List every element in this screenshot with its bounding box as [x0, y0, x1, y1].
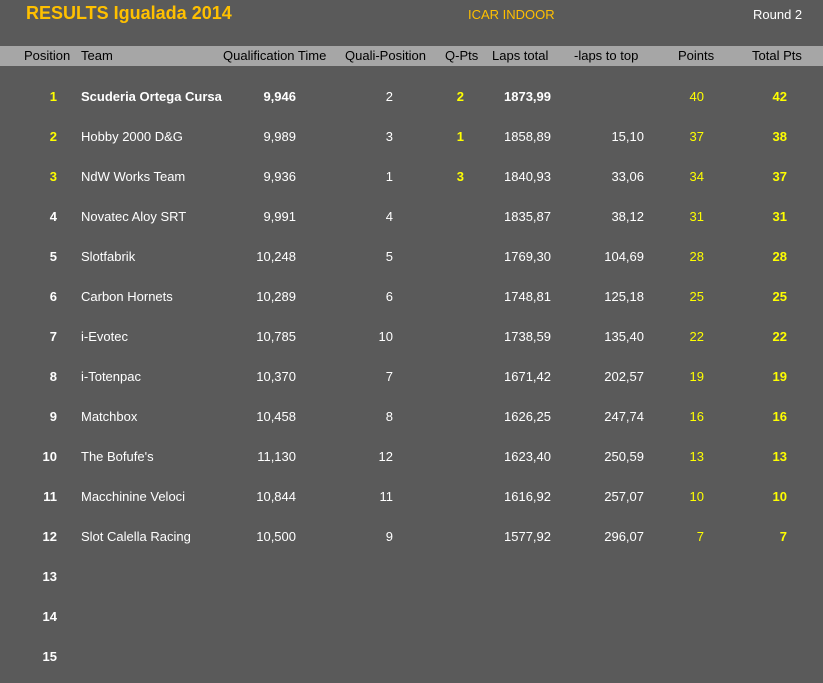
row-points: 40 [689, 89, 704, 104]
row-position: 15 [42, 649, 57, 664]
table-row [0, 487, 823, 507]
table-row [0, 127, 823, 147]
row-points: 22 [689, 329, 704, 344]
row-position: 13 [42, 569, 57, 584]
row-total-pts: 16 [772, 409, 787, 424]
table-row [0, 567, 823, 587]
row-team: Slot Calella Racing [81, 529, 191, 544]
row-quali-position: 5 [385, 249, 393, 264]
row-laps-to-top: 247,74 [604, 409, 644, 424]
row-total-pts: 13 [772, 449, 787, 464]
row-laps-total: 1873,99 [504, 89, 551, 104]
row-laps-to-top: 257,07 [604, 489, 644, 504]
col-header-q-pts: Q-Pts [445, 48, 479, 63]
col-header-laps-to-top: -laps to top [574, 48, 639, 63]
row-laps-total: 1626,25 [504, 409, 551, 424]
row-laps-total: 1616,92 [504, 489, 551, 504]
row-quali-position: 11 [379, 489, 393, 504]
col-header-quali-position: Quali-Position [345, 48, 426, 63]
row-points: 34 [689, 169, 704, 184]
row-position: 5 [49, 249, 57, 264]
row-laps-total: 1840,93 [504, 169, 551, 184]
row-total-pts: 22 [772, 329, 787, 344]
col-header-laps-total: Laps total [492, 48, 549, 63]
col-header-qual-time: Qualification Time [223, 48, 327, 63]
row-team: Hobby 2000 D&G [81, 129, 183, 144]
row-points: 10 [689, 489, 704, 504]
table-row [0, 367, 823, 387]
row-team: NdW Works Team [81, 169, 186, 184]
row-team: Novatec Aloy SRT [81, 209, 187, 224]
row-team: i-Evotec [81, 329, 128, 344]
row-team: i-Totenpac [81, 369, 141, 384]
page-title: RESULTS Igualada 2014 [26, 3, 232, 23]
row-position: 12 [42, 529, 57, 544]
row-points: 37 [689, 129, 704, 144]
row-points: 7 [696, 529, 704, 544]
row-position: 10 [42, 449, 57, 464]
table-row [0, 87, 823, 107]
row-position: 3 [49, 169, 57, 184]
row-position: 9 [49, 409, 57, 424]
row-laps-to-top: 250,59 [604, 449, 644, 464]
row-team: Carbon Hornets [81, 289, 173, 304]
row-total-pts: 10 [772, 489, 787, 504]
row-position: 6 [49, 289, 57, 304]
table-row [0, 287, 823, 307]
row-quali-position: 7 [385, 369, 393, 384]
row-laps-to-top: 104,69 [604, 249, 644, 264]
row-position: 8 [49, 369, 57, 384]
row-total-pts: 42 [772, 89, 787, 104]
row-laps-total: 1835,87 [504, 209, 551, 224]
row-qual-time: 9,989 [263, 129, 296, 144]
row-laps-total: 1577,92 [504, 529, 551, 544]
col-header-points: Points [678, 48, 715, 63]
row-qual-time: 10,248 [256, 249, 296, 264]
row-qual-time: 10,289 [256, 289, 296, 304]
row-team: Slotfabrik [81, 249, 136, 264]
row-laps-total: 1738,59 [504, 329, 551, 344]
row-quali-position: 1 [385, 169, 393, 184]
row-laps-total: 1858,89 [504, 129, 551, 144]
row-qual-time: 9,946 [263, 89, 296, 104]
table-row [0, 607, 823, 627]
row-team: Matchbox [81, 409, 138, 424]
row-quali-position: 3 [385, 129, 393, 144]
row-position: 2 [49, 129, 57, 144]
row-team: The Bofufe's [81, 449, 154, 464]
row-q-pts: 2 [456, 89, 464, 104]
row-points: 16 [689, 409, 704, 424]
row-qual-time: 11,130 [257, 449, 296, 464]
row-position: 1 [49, 89, 57, 104]
row-quali-position: 6 [385, 289, 393, 304]
row-qual-time: 10,458 [256, 409, 296, 424]
row-qual-time: 9,936 [263, 169, 296, 184]
table-header [0, 46, 823, 66]
row-laps-total: 1748,81 [504, 289, 551, 304]
row-points: 19 [689, 369, 704, 384]
row-qual-time: 9,991 [263, 209, 296, 224]
row-total-pts: 19 [772, 369, 787, 384]
row-laps-to-top: 33,06 [611, 169, 644, 184]
row-laps-to-top: 135,40 [604, 329, 644, 344]
table-row [0, 407, 823, 427]
table-row [0, 527, 823, 547]
row-laps-to-top: 38,12 [611, 209, 644, 224]
row-laps-to-top: 296,07 [604, 529, 644, 544]
row-position: 7 [49, 329, 57, 344]
row-total-pts: 7 [779, 529, 787, 544]
row-laps-total: 1623,40 [504, 449, 551, 464]
row-position: 4 [49, 209, 57, 224]
table-row [0, 207, 823, 227]
row-quali-position: 2 [385, 89, 393, 104]
table-row [0, 167, 823, 187]
row-q-pts: 3 [456, 169, 464, 184]
row-laps-total: 1671,42 [504, 369, 551, 384]
row-qual-time: 10,500 [256, 529, 296, 544]
round-label: Round 2 [753, 7, 803, 22]
table-row [0, 327, 823, 347]
col-header-position: Position [24, 48, 71, 63]
row-laps-to-top: 15,10 [611, 129, 644, 144]
row-laps-total: 1769,30 [504, 249, 551, 264]
row-total-pts: 25 [772, 289, 787, 304]
row-quali-position: 12 [378, 449, 393, 464]
table-row [0, 647, 823, 667]
row-total-pts: 37 [772, 169, 787, 184]
row-qual-time: 10,844 [256, 489, 296, 504]
row-quali-position: 8 [385, 409, 393, 424]
row-points: 25 [689, 289, 704, 304]
row-laps-to-top: 125,18 [604, 289, 644, 304]
row-quali-position: 9 [385, 529, 393, 544]
col-header-total-pts: Total Pts [752, 48, 802, 63]
row-points: 28 [689, 249, 704, 264]
table-row [0, 447, 823, 467]
table-row [0, 247, 823, 267]
row-team: Scuderia Ortega Cursa [81, 89, 222, 104]
col-header-team: Team [81, 48, 113, 63]
row-total-pts: 28 [772, 249, 787, 264]
row-laps-to-top: 202,57 [604, 369, 644, 384]
row-points: 13 [689, 449, 704, 464]
row-qual-time: 10,785 [256, 329, 296, 344]
row-team: Macchinine Veloci [81, 489, 186, 504]
row-total-pts: 31 [772, 209, 787, 224]
row-position: 11 [43, 489, 57, 504]
row-q-pts: 1 [456, 129, 464, 144]
row-position: 14 [42, 609, 57, 624]
row-total-pts: 38 [772, 129, 787, 144]
event-name: ICAR INDOOR [468, 7, 555, 22]
row-points: 31 [689, 209, 704, 224]
row-qual-time: 10,370 [256, 369, 296, 384]
row-quali-position: 10 [378, 329, 393, 344]
row-quali-position: 4 [385, 209, 393, 224]
